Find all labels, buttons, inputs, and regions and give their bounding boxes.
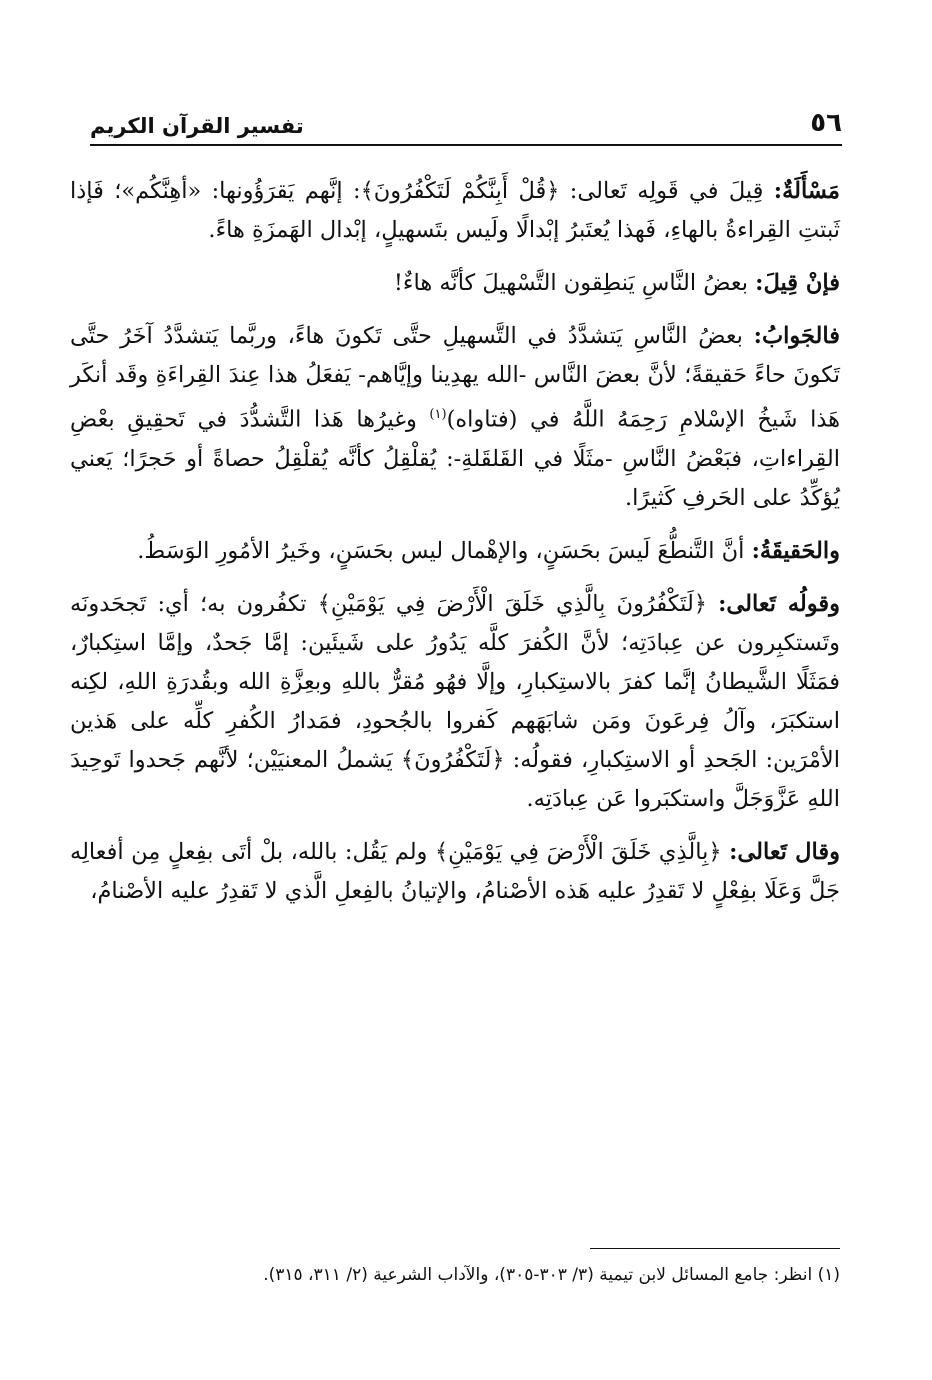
footnote-marker: (١) bbox=[429, 407, 447, 422]
paragraph-question bbox=[70, 264, 840, 303]
paragraph-text-continued: وغيرُها هَذا التَّشدُّدَ في تَحقِيقِ بعْضِ القِراءاتِ، فبَعْضُ النَّاسِ -مثَلًا في القَلقَلةِ-: يُقلْقِلُ كأنَّه يُقلْقِلُ حصاةً أو حَجرًا؛ يَعني يُؤكِّدُ على الحَرفِ كَثيرًا. bbox=[70, 406, 840, 511]
footnote: (١) انظر: جامع المسائل لابن تيمية (٣/ ٣٠٣-٣٠٥)، والآداب الشرعية (٢/ ٣١١، ٣١٥). bbox=[263, 1265, 840, 1285]
paragraph-text: بعضُ النَّاسِ يَتشدَّدُ في التَّسهيلِ حتَّى تَكونَ هاءً، وربَّما يَتشدَّدُ آخَرُ حتَّى تَكونَ حاءً حَقيقةً؛ لأنَّ بعضَ النَّاس -الله يهدِينا وإيَّاهم- يَفعَلُ هذا عِندَ القِراءَةِ وقَد أنكَر هَذا شَيخُ الإسْلامِ رَحِمَهُ اللَّهُ في (فتاواه) bbox=[70, 323, 840, 433]
paragraph-truth bbox=[70, 532, 840, 571]
paragraph-text: ﴿بِالَّذِي خَلَقَ الْأَرْضَ فِي يَوْمَيْنِ﴾ ولم يَقُل: بالله، بلْ أتَى بفِعلٍ مِن أفعالِه جَلَّ وَعَلَا بفِعْلٍ لا تَقدِرُ عليه هَذه الأصْنامُ، والإتيانُ بالفِعلِ الَّذي لا تَقدِرُ عليه الأصْنامُ، bbox=[70, 838, 840, 904]
paragraph-text: قِيلَ في قَولِه تَعالى: ﴿قُلْ أَبِنَّكُمْ لَتَكْفُرُونَ﴾: إنَّهم يَقرَؤُونها: «أهِنَّكُم»؛ فَإذا ثَبتتِ القِراءةُ بالهاءِ، فَهذا يُعتَبرُ إبْدالًا ولَيس بتَسهيلٍ، إبْدال الهَمزَةِ هاءً. bbox=[70, 178, 840, 243]
footnote-area bbox=[92, 1248, 840, 1289]
paragraph-text: بعضُ النَّاسِ يَنطِقون التَّسْهيلَ كأنَّه هاءٌ! bbox=[393, 270, 756, 296]
paragraph-verse-continued bbox=[70, 833, 840, 911]
paragraph-lead: فإنْ قِيلَ: bbox=[755, 270, 840, 296]
paragraph-verse-explanation bbox=[70, 585, 840, 819]
paragraph-lead: وقال تَعالى: bbox=[729, 838, 840, 865]
paragraph-masala bbox=[70, 172, 840, 250]
paragraph-text: أنَّ التَّنطُّعَ لَيسَ بحَسَنٍ، والإهْمال ليس بحَسَنٍ، وخَيرُ الأمُورِ الوَسَطُ. bbox=[137, 537, 752, 564]
running-title: تفسير القرآن الكريم bbox=[90, 114, 304, 138]
paragraph-lead: فالجَوابُ: bbox=[753, 323, 840, 349]
paragraph-lead: مَسْأَلَةٌ: bbox=[773, 178, 840, 204]
footnote-divider bbox=[590, 1248, 840, 1249]
paragraph-answer bbox=[70, 317, 840, 518]
paragraph-text: ﴿لَتَكْفُرُونَ بِالَّذِي خَلَقَ الْأَرْضَ فِي يَوْمَيْنِ﴾ تكفُرون به؛ أي: تَجحَدونَه وتَستكبِرون عن عِبادَتِه؛ لأنَّ الكُفرَ كلَّه يَدُورُ على شَيئَين: إمَّا جَحدٌ، وإمَّا استِكبارٌ، فمَثَلًا الشَّيطانُ إنَّما كفرَ بالاستِكبارِ، وإلَّا فهُو مُقرٌّ باللهِ وبعِزَّةِ الله وبقُدرَةِ اللهِ، لكِنه استكبَرَ، وآلُ فِرعَونَ ومَن شابَهَهم كَفروا بالجُحودِ، فمَدارُ الكُفرِ كلِّه على هَذين الأمْرَين: الجَحدِ أو الاستِكبارِ، فقولُه: ﴿لَتَكْفُرُونَ﴾ يَشملُ المعنيَيْن؛ لأنَّهم جَحدوا تَوحِيدَ اللهِ عَزَّوَجَلَّ واستكبَروا عَن عِبادَتِه. bbox=[70, 590, 840, 812]
paragraph-lead: وقولُه تَعالى: bbox=[718, 590, 840, 617]
page-number: ٥٦ bbox=[810, 108, 842, 138]
paragraph-lead: والحَقيقَةُ: bbox=[751, 537, 840, 564]
body-text bbox=[70, 172, 840, 925]
page-header bbox=[90, 100, 842, 146]
